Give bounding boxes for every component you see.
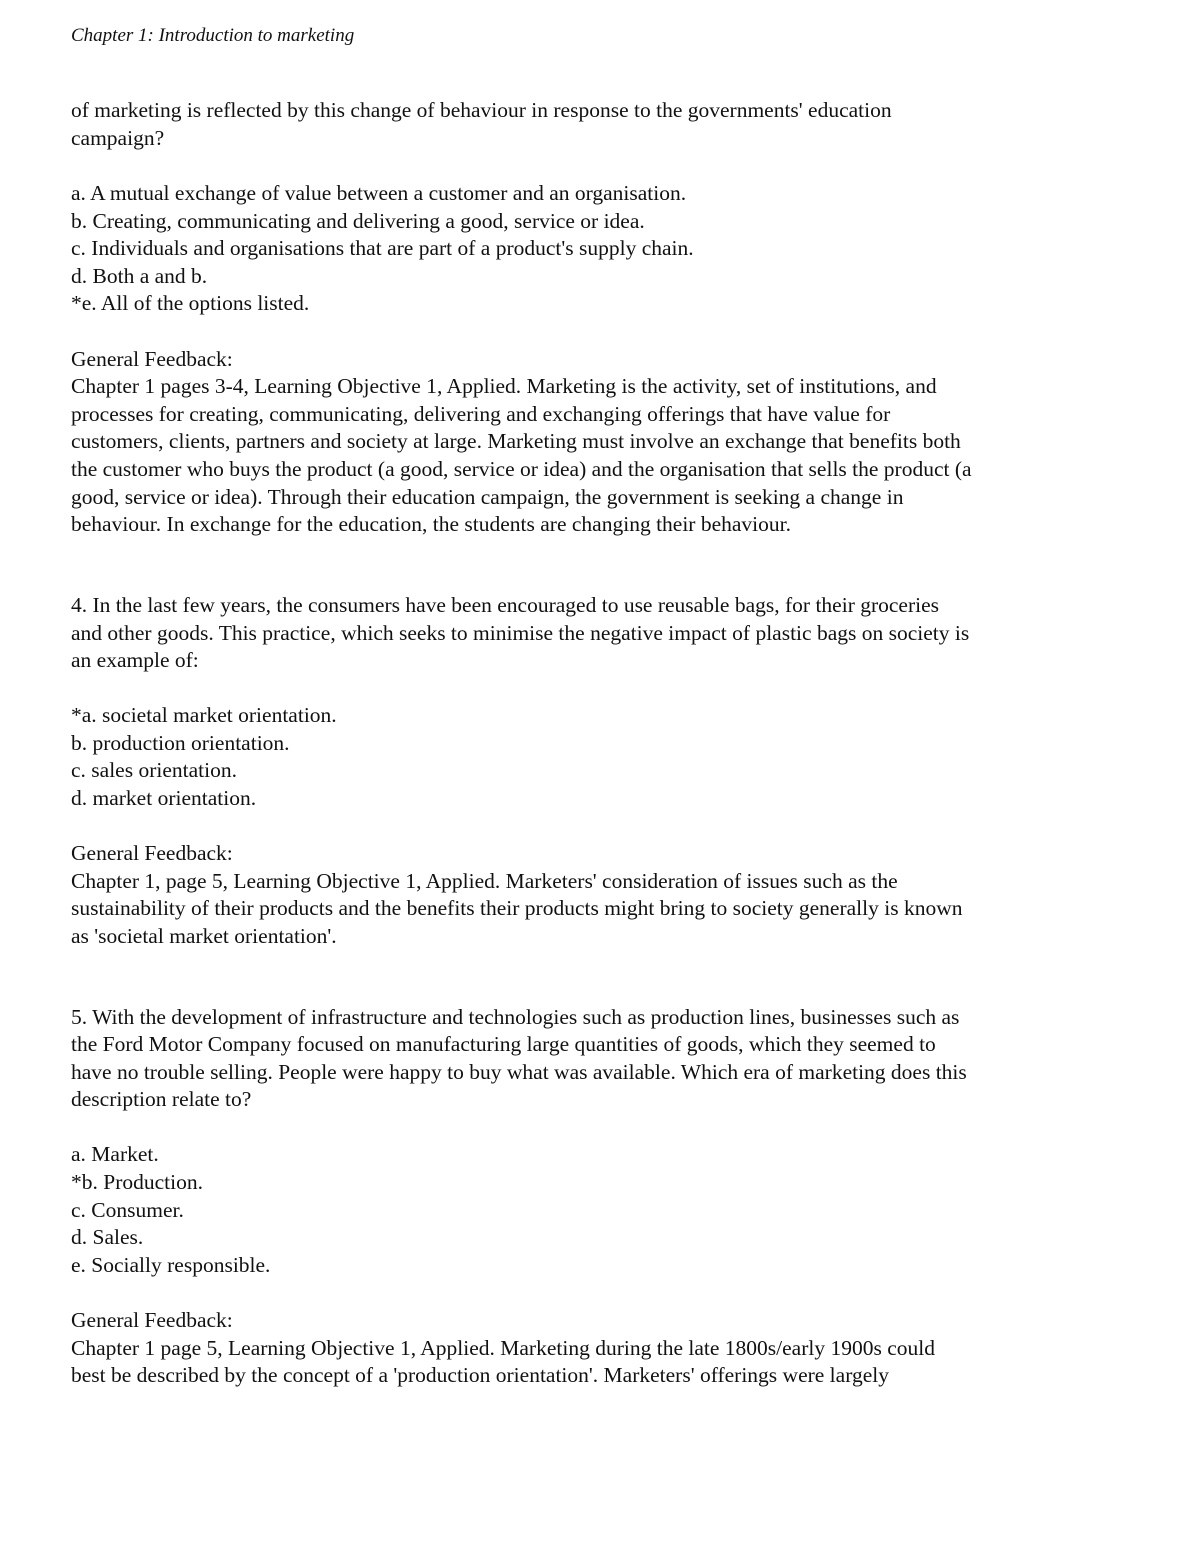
question-5-stem-line: have no trouble selling. People were happy to buy what was available. Which era of marketing does this xyxy=(71,1060,967,1084)
question-5-option: c. Consumer. xyxy=(71,1198,184,1222)
question-4-stem-line: an example of: xyxy=(71,648,199,672)
question-4-feedback-line: Chapter 1, page 5, Learning Objective 1, Applied. Marketers' consideration of issues such as the xyxy=(71,869,898,893)
question-4-stem-line: 4. In the last few years, the consumers have been encouraged to use reusable bags, for their groceries xyxy=(71,593,940,617)
question-4-option: c. sales orientation. xyxy=(71,758,237,782)
question-3-option: d. Both a and b. xyxy=(71,264,208,288)
running-header: Chapter 1: Introduction to marketing xyxy=(71,25,355,46)
question-4-stem-line: and other goods. This practice, which seeks to minimise the negative impact of plastic bags on society is xyxy=(71,621,970,645)
question-3-feedback-line: processes for creating, communicating, delivering and exchanging offerings that have value for xyxy=(71,402,891,426)
question-4-feedback-line: sustainability of their products and the benefits their products might bring to society generally is known xyxy=(71,896,963,920)
question-5-stem-line: 5. With the development of infrastructure and technologies such as production lines, businesses such as xyxy=(71,1005,960,1029)
question-4-option-correct: *a. societal market orientation. xyxy=(71,703,337,727)
question-3-feedback-line: the customer who buys the product (a good, service or idea) and the organisation that sells the product (a xyxy=(71,457,972,481)
question-4-feedback-line: as 'societal market orientation'. xyxy=(71,924,337,948)
question-4-option: d. market orientation. xyxy=(71,786,257,810)
question-3-feedback-heading: General Feedback: xyxy=(71,347,233,371)
question-3-option: a. A mutual exchange of value between a customer and an organisation. xyxy=(71,181,687,205)
question-5-feedback-line: best be described by the concept of a 'production orientation'. Marketers' offerings were largely xyxy=(71,1363,889,1387)
question-3-option: c. Individuals and organisations that are part of a product's supply chain. xyxy=(71,236,694,260)
question-4-feedback-heading: General Feedback: xyxy=(71,841,233,865)
question-5-option: e. Socially responsible. xyxy=(71,1253,271,1277)
question-5-option: d. Sales. xyxy=(71,1225,144,1249)
question-5-stem-line: description relate to? xyxy=(71,1087,252,1111)
question-5-feedback-line: Chapter 1 page 5, Learning Objective 1, Applied. Marketing during the late 1800s/early 1900s could xyxy=(71,1336,935,1360)
question-5-stem-line: the Ford Motor Company focused on manufacturing large quantities of goods, which they seemed to xyxy=(71,1032,936,1056)
question-3-feedback-line: Chapter 1 pages 3-4, Learning Objective 1, Applied. Marketing is the activity, set of institutions, and xyxy=(71,374,937,398)
question-5-feedback-heading: General Feedback: xyxy=(71,1308,233,1332)
question-5-option: a. Market. xyxy=(71,1142,159,1166)
question-5-option-correct: *b. Production. xyxy=(71,1170,203,1194)
question-3-feedback-line: behaviour. In exchange for the education, the students are changing their behaviour. xyxy=(71,512,791,536)
question-3-option-correct: *e. All of the options listed. xyxy=(71,291,310,315)
question-3-feedback-line: customers, clients, partners and society at large. Marketing must involve an exchange that benefits both xyxy=(71,429,961,453)
question-3-feedback-line: good, service or idea). Through their education campaign, the government is seeking a change in xyxy=(71,485,904,509)
question-3-stem-line: of marketing is reflected by this change of behaviour in response to the governments' education xyxy=(71,98,892,122)
question-4-option: b. production orientation. xyxy=(71,731,290,755)
question-3-option: b. Creating, communicating and delivering a good, service or idea. xyxy=(71,209,645,233)
question-3-stem-line: campaign? xyxy=(71,126,165,150)
